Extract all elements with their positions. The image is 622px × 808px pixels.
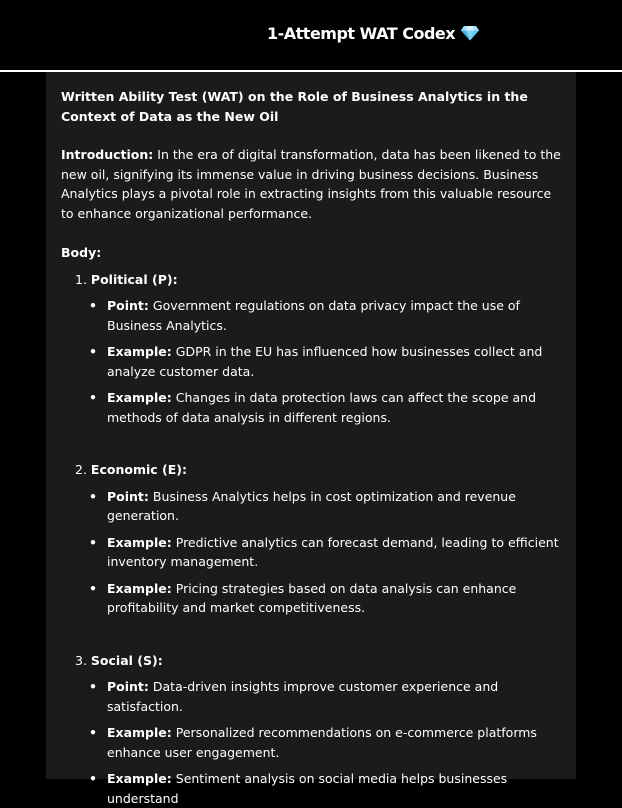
section-title: Political (P): <box>91 272 178 287</box>
section-number: 1. <box>75 272 87 287</box>
bullet-text: Data-driven insights improve customer experience and satisfaction. <box>107 679 498 714</box>
bullet-text: GDPR in the EU has influenced how businesses collect and analyze customer data. <box>107 344 542 379</box>
bullet-label: Point: <box>107 679 149 694</box>
bullet-icon: • <box>89 487 97 507</box>
section-heading <box>75 270 567 290</box>
list-item <box>89 579 567 618</box>
bullet-text: Pricing strategies based on data analysis can enhance profitability and market competitiveness. <box>107 581 516 616</box>
header-bar <box>0 0 622 70</box>
bullet-text: Government regulations on data privacy impact the use of Business Analytics. <box>107 298 520 333</box>
section-spacer <box>61 427 567 453</box>
introduction-text: In the era of digital transformation, data has been likened to the new oil, signifying its immense value in driving business decisions. Business Analytics plays a pivotal role in extracting insights from this valuable resource to enhance organizational performance. <box>61 147 561 221</box>
bullet-icon: • <box>89 388 97 408</box>
bullet-label: Example: <box>107 771 172 786</box>
message-panel <box>46 72 576 779</box>
introduction-label: Introduction <box>61 147 148 162</box>
list-item <box>89 723 567 762</box>
section-heading <box>75 460 567 480</box>
bullet-icon: • <box>89 296 97 316</box>
list-item <box>89 342 567 381</box>
list-item <box>89 296 567 335</box>
list-item <box>89 533 567 572</box>
document-title: Written Ability Test (WAT) on the Role of Business Analytics in the Context of Data as the New Oil <box>61 87 567 126</box>
body-label: Body: <box>61 243 567 263</box>
bullet-label: Point: <box>107 489 149 504</box>
bullet-label: Example: <box>107 390 172 405</box>
bullet-label: Example: <box>107 725 172 740</box>
list-item <box>89 769 567 808</box>
bullet-icon: • <box>89 342 97 362</box>
introduction-colon: : <box>148 147 153 162</box>
section-political <box>61 270 567 428</box>
bullet-icon: • <box>89 723 97 743</box>
message-body <box>61 87 567 808</box>
bullet-label: Example: <box>107 535 172 550</box>
bullet-label: Point: <box>107 298 149 313</box>
bullet-text: Business Analytics helps in cost optimization and revenue generation. <box>107 489 516 524</box>
bullet-label: Example: <box>107 344 172 359</box>
app-title-text: 1-Attempt WAT Codex <box>267 24 455 43</box>
bullet-label: Example: <box>107 581 172 596</box>
section-number: 2. <box>75 462 87 477</box>
section-social <box>61 651 567 808</box>
gem-icon <box>461 25 479 41</box>
section-title: Economic (E): <box>91 462 187 477</box>
bullet-icon: • <box>89 533 97 553</box>
section-number: 3. <box>75 653 87 668</box>
bullet-text: Personalized recommendations on e-commerce platforms enhance user engagement. <box>107 725 537 760</box>
list-item <box>89 487 567 526</box>
section-economic <box>61 460 567 618</box>
list-item <box>89 388 567 427</box>
app-title <box>267 24 479 43</box>
bullet-text: Changes in data protection laws can affect the scope and methods of data analysis in different regions. <box>107 390 536 425</box>
bullet-text: Sentiment analysis on social media helps businesses understand <box>107 771 507 806</box>
bullet-icon: • <box>89 677 97 697</box>
bullet-icon: • <box>89 769 97 789</box>
section-title: Social (S): <box>91 653 163 668</box>
list-item <box>89 677 567 716</box>
bullet-text: Predictive analytics can forecast demand, leading to efficient inventory management. <box>107 535 559 570</box>
bullet-icon: • <box>89 579 97 599</box>
section-spacer <box>61 618 567 644</box>
section-heading <box>75 651 567 671</box>
introduction-paragraph <box>61 145 567 223</box>
